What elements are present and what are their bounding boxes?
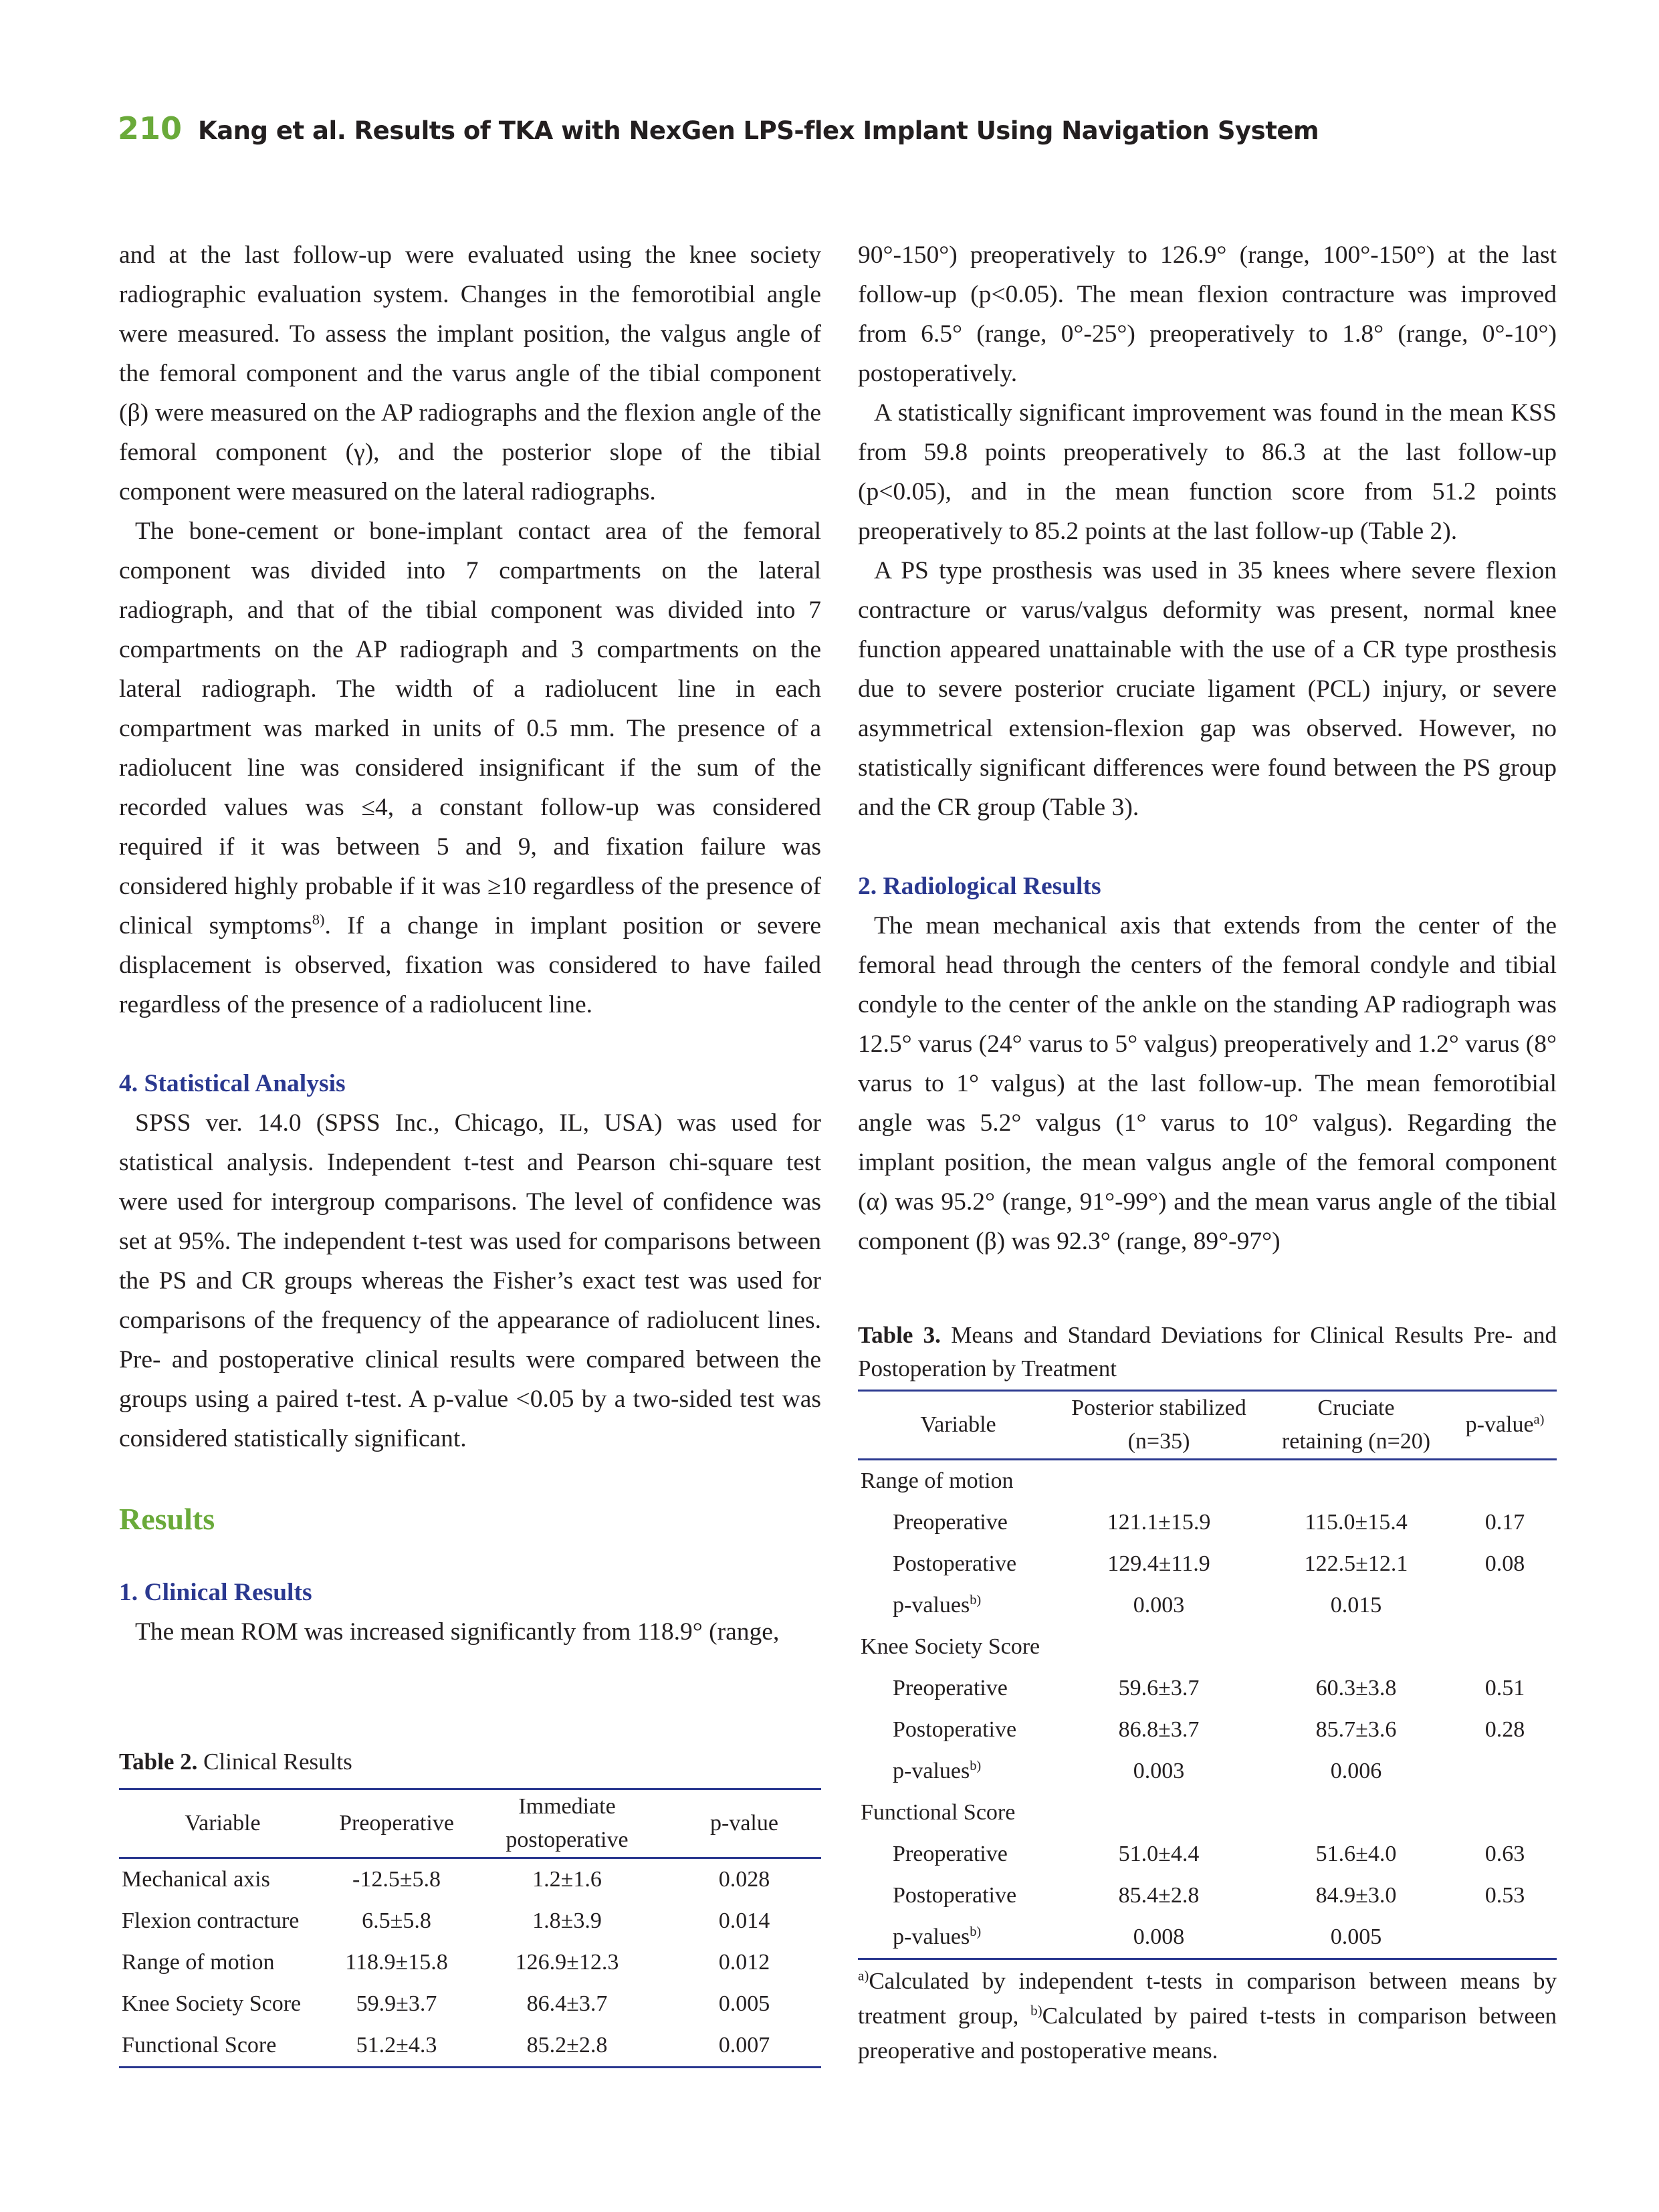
table-cell: 0.012 [718,1950,770,1975]
table-cell: 0.014 [718,1908,770,1933]
table-cell: 0.003 [1133,1593,1185,1618]
clinical-results-table [119,1788,821,2068]
table-group-row [858,1626,1557,1668]
table-cell: 51.0±4.4 [1118,1842,1200,1866]
column-header: Cruciate retaining (n=20) [1281,1396,1431,1454]
section-heading: 1. Clinical Results [119,1579,312,1606]
group-label: Range of motion [861,1468,1014,1493]
page-number: 210 [118,110,183,146]
table-cell: Flexion contracture [122,1908,300,1933]
table-row [119,1983,821,2025]
table-cell: Preoperative [893,1510,1008,1535]
paragraph: A PS type prosthesis was used in 35 knees where severe flexion contracture or varus/valgus deformity was present, normal knee function appeared unattainable with the use of a CR type prosthesis due to severe posterior cruciate ligament (PCL) injury, or severe asymmetrical extension-flexion gap was observed. However, no statistically significant differences were found between the PS group and the CR group (Table 3). [858,557,1557,821]
table-cell: 51.2±4.3 [356,2033,437,2058]
table-row [119,2025,821,2068]
table-group-row [858,1460,1557,1503]
table-cell: 1.2±1.6 [532,1867,602,1892]
table-cell: 0.015 [1330,1593,1382,1618]
table-cell: p-values$^{b)}$ [893,1592,982,1618]
table-cell: 0.008 [1133,1924,1185,1949]
table-row [858,1709,1557,1751]
paragraph: The mean mechanical axis that extends from the center of the femoral head through the centers of the femoral condyle and tibial condyle to the center of the ankle on the standing AP radiograph was 12.5° varus (24° varus to 5° valgus) preoperatively and 1.2° varus (8° varus to 1° valgus) at the last follow-up. The mean femorotibial angle was 5.2° valgus (1° varus to 10° valgus). Regarding the implant position, the mean valgus angle of the femoral component (α) was 95.2° (range, 91°-99°) and the mean varus angle of the tibial component (β) was 92.3° (range, 89°-97°) [858,912,1557,1255]
paragraph: 90°-150°) preoperatively to 126.9° (range, 100°-150°) at the last follow-up (p<0.05). The mean flexion contracture was improved from 6.5° (range, 0°-25°) preoperatively to 1.8° (range, 0°-10°) postoperatively. [858,241,1557,387]
paragraph: The mean ROM was increased significantly from 118.9° (range, [135,1618,780,1646]
table-cell: 0.63 [1484,1842,1525,1866]
table-row [858,1875,1557,1916]
table-row [858,1585,1557,1626]
table-cell: 0.51 [1484,1676,1525,1700]
table-cell: 0.28 [1484,1717,1525,1742]
table-cell: 59.6±3.7 [1118,1676,1200,1700]
right-column [858,235,1557,1261]
section-title: Results [119,1502,215,1536]
paragraph: A statistically significant improvement was found in the mean KSS from 59.8 points preoperatively to 86.3 at the last follow-up (p<0.05), and in the mean function score from 51.2 points preoperatively to 85.2 points at the last follow-up (Table 2). [858,399,1557,545]
table-caption: Table 2. Clinical Results [119,1749,352,1775]
table-cell: 129.4±11.9 [1107,1551,1210,1576]
table-footnote: $^{a)}$Calculated by independent t-tests in comparison between means by treatment group, $^{b)}$Calculated by paired t-tests in comparison between preoperative and postoperative means. [858,1967,1557,2064]
table-cell: Postoperative [893,1883,1017,1908]
table-cell: 85.2±2.8 [526,2033,608,2058]
table-cell: 121.1±15.9 [1107,1510,1211,1535]
table-cell: Functional Score [122,2033,277,2058]
column-header: Variable [920,1412,996,1437]
table-row [858,1668,1557,1709]
table-2 [119,1745,821,2068]
table-row [858,1502,1557,1543]
table-row [858,1543,1557,1585]
table-cell: 0.08 [1484,1551,1525,1576]
table-cell: 0.17 [1484,1510,1525,1535]
treatment-comparison-table [858,1390,1557,1960]
table-cell: 0.006 [1330,1759,1382,1783]
group-label: Knee Society Score [861,1634,1040,1659]
table-cell: Preoperative [893,1842,1008,1866]
column-header: p-value [710,1811,778,1836]
table-cell: 0.53 [1484,1883,1525,1908]
table-row [858,1834,1557,1875]
table-cell: 86.8±3.7 [1118,1717,1200,1742]
table-cell: 86.4±3.7 [526,1991,608,2016]
paragraph: SPSS ver. 14.0 (SPSS Inc., Chicago, IL, USA) was used for statistical analysis. Independent t-test and Pearson chi-square test were used for intergroup comparisons. The level of confidence was set at 95%. The independent t-test was used for comparisons between the PS and CR groups whereas the Fisher’s exact test was used for comparisons of the frequency of the appearance of radiolucent lines. Pre- and postoperative clinical results were compared between the groups using a paired t-test. A p-value <0.05 by a two-sided test was considered statistically significant. [119,1109,821,1452]
table-cell: -12.5±5.8 [352,1867,441,1892]
table-cell [1453,1916,1557,1959]
table-row [119,1942,821,1983]
table-row [858,1916,1557,1959]
table-row [858,1751,1557,1792]
table-cell: Mechanical axis [122,1867,270,1892]
table-cell: 122.5±12.1 [1304,1551,1408,1576]
table-cell: 85.7±3.6 [1315,1717,1397,1742]
table-cell: 0.007 [718,2033,770,2058]
table-cell: Postoperative [893,1717,1017,1742]
running-title: Kang et al. Results of TKA with NexGen LPS-flex Implant Using Navigation System [198,116,1319,145]
reference-mark: 8) [312,911,325,928]
table-caption: Table 3. Means and Standard Deviations for Clinical Results Pre- and Postoperation by Treatment [858,1322,1557,1381]
group-label: Functional Score [861,1800,1016,1825]
table-cell: Preoperative [893,1676,1008,1700]
table-group-row [858,1792,1557,1834]
section-heading: 2. Radiological Results [858,873,1101,900]
paragraph: The bone-cement or bone-implant contact area of the femoral component was divided into 7 compartments on the lateral radiograph, and that of the tibial component was divided into 7 compartments on the AP radiograph and 3 compartments on the lateral radiograph. The width of a radiolucent line in each compartment was marked in units of 0.5 mm. The presence of a radiolucent line was considered insignificant if the sum of the recorded values was ≤4, a constant follow-up was considered required if it was between 5 and 9, and fixation failure was considered highly probable if it was ≥10 regardless of the presence of clinical symptoms$^{8)}$. If a change in implant position or severe displacement is observed, fixation was considered to have failed regardless of the presence of a radiolucent line. [119,518,821,1018]
column-header: Posterior stabilized (n=35) [1071,1396,1246,1454]
table-header-row [119,1789,821,1858]
table-cell: p-values$^{b)}$ [893,1924,982,1949]
table-cell: 118.9±15.8 [345,1950,448,1975]
table-cell: 115.0±15.4 [1305,1510,1408,1535]
column-header: Preoperative [339,1811,454,1836]
table-cell: 51.6±4.0 [1315,1842,1397,1866]
paragraph: and at the last follow-up were evaluated using the knee society radiographic evaluation system. Changes in the femorotibial angle were measured. To assess the implant position, the valgus angle of the femoral component and the varus angle of the tibial component (β) were measured on the AP radiographs and the flexion angle of the femoral component (γ), and the posterior slope of the tibial component were measured on the lateral radiographs. [119,241,821,506]
left-column [119,235,821,1652]
table-cell: 6.5±5.8 [362,1908,431,1933]
table-cell: 60.3±3.8 [1315,1676,1397,1700]
table-row [119,1900,821,1942]
table-cell: 0.028 [718,1867,770,1892]
table-cell: 0.005 [718,1991,770,2016]
table-cell: Knee Society Score [122,1991,302,2016]
table-3 [858,1319,1557,2068]
table-cell: 59.9±3.7 [356,1991,437,2016]
table-cell: Range of motion [122,1950,275,1975]
table-cell [1453,1585,1557,1626]
footnote-mark: b) [970,1758,982,1773]
column-header: Immediate postoperative [506,1794,629,1852]
table-cell: 0.005 [1330,1924,1382,1949]
footnote-mark: b) [970,1924,982,1939]
table-cell: Postoperative [893,1551,1017,1576]
table-cell: 84.9±3.0 [1315,1883,1397,1908]
table-row [119,1858,821,1901]
table-cell: 0.003 [1133,1759,1185,1783]
table-cell: 85.4±2.8 [1118,1883,1200,1908]
column-header: Variable [185,1811,261,1836]
table-cell [1453,1751,1557,1792]
table-header-row [858,1391,1557,1460]
table-cell: 126.9±12.3 [515,1950,619,1975]
table-cell: 1.8±3.9 [532,1908,602,1933]
footnote-mark: b) [970,1592,982,1608]
section-heading: 4. Statistical Analysis [119,1070,346,1097]
column-header: p-value$^{a)}$ [1465,1412,1545,1437]
table-cell: p-values$^{b)}$ [893,1758,982,1783]
running-header [118,110,1319,146]
